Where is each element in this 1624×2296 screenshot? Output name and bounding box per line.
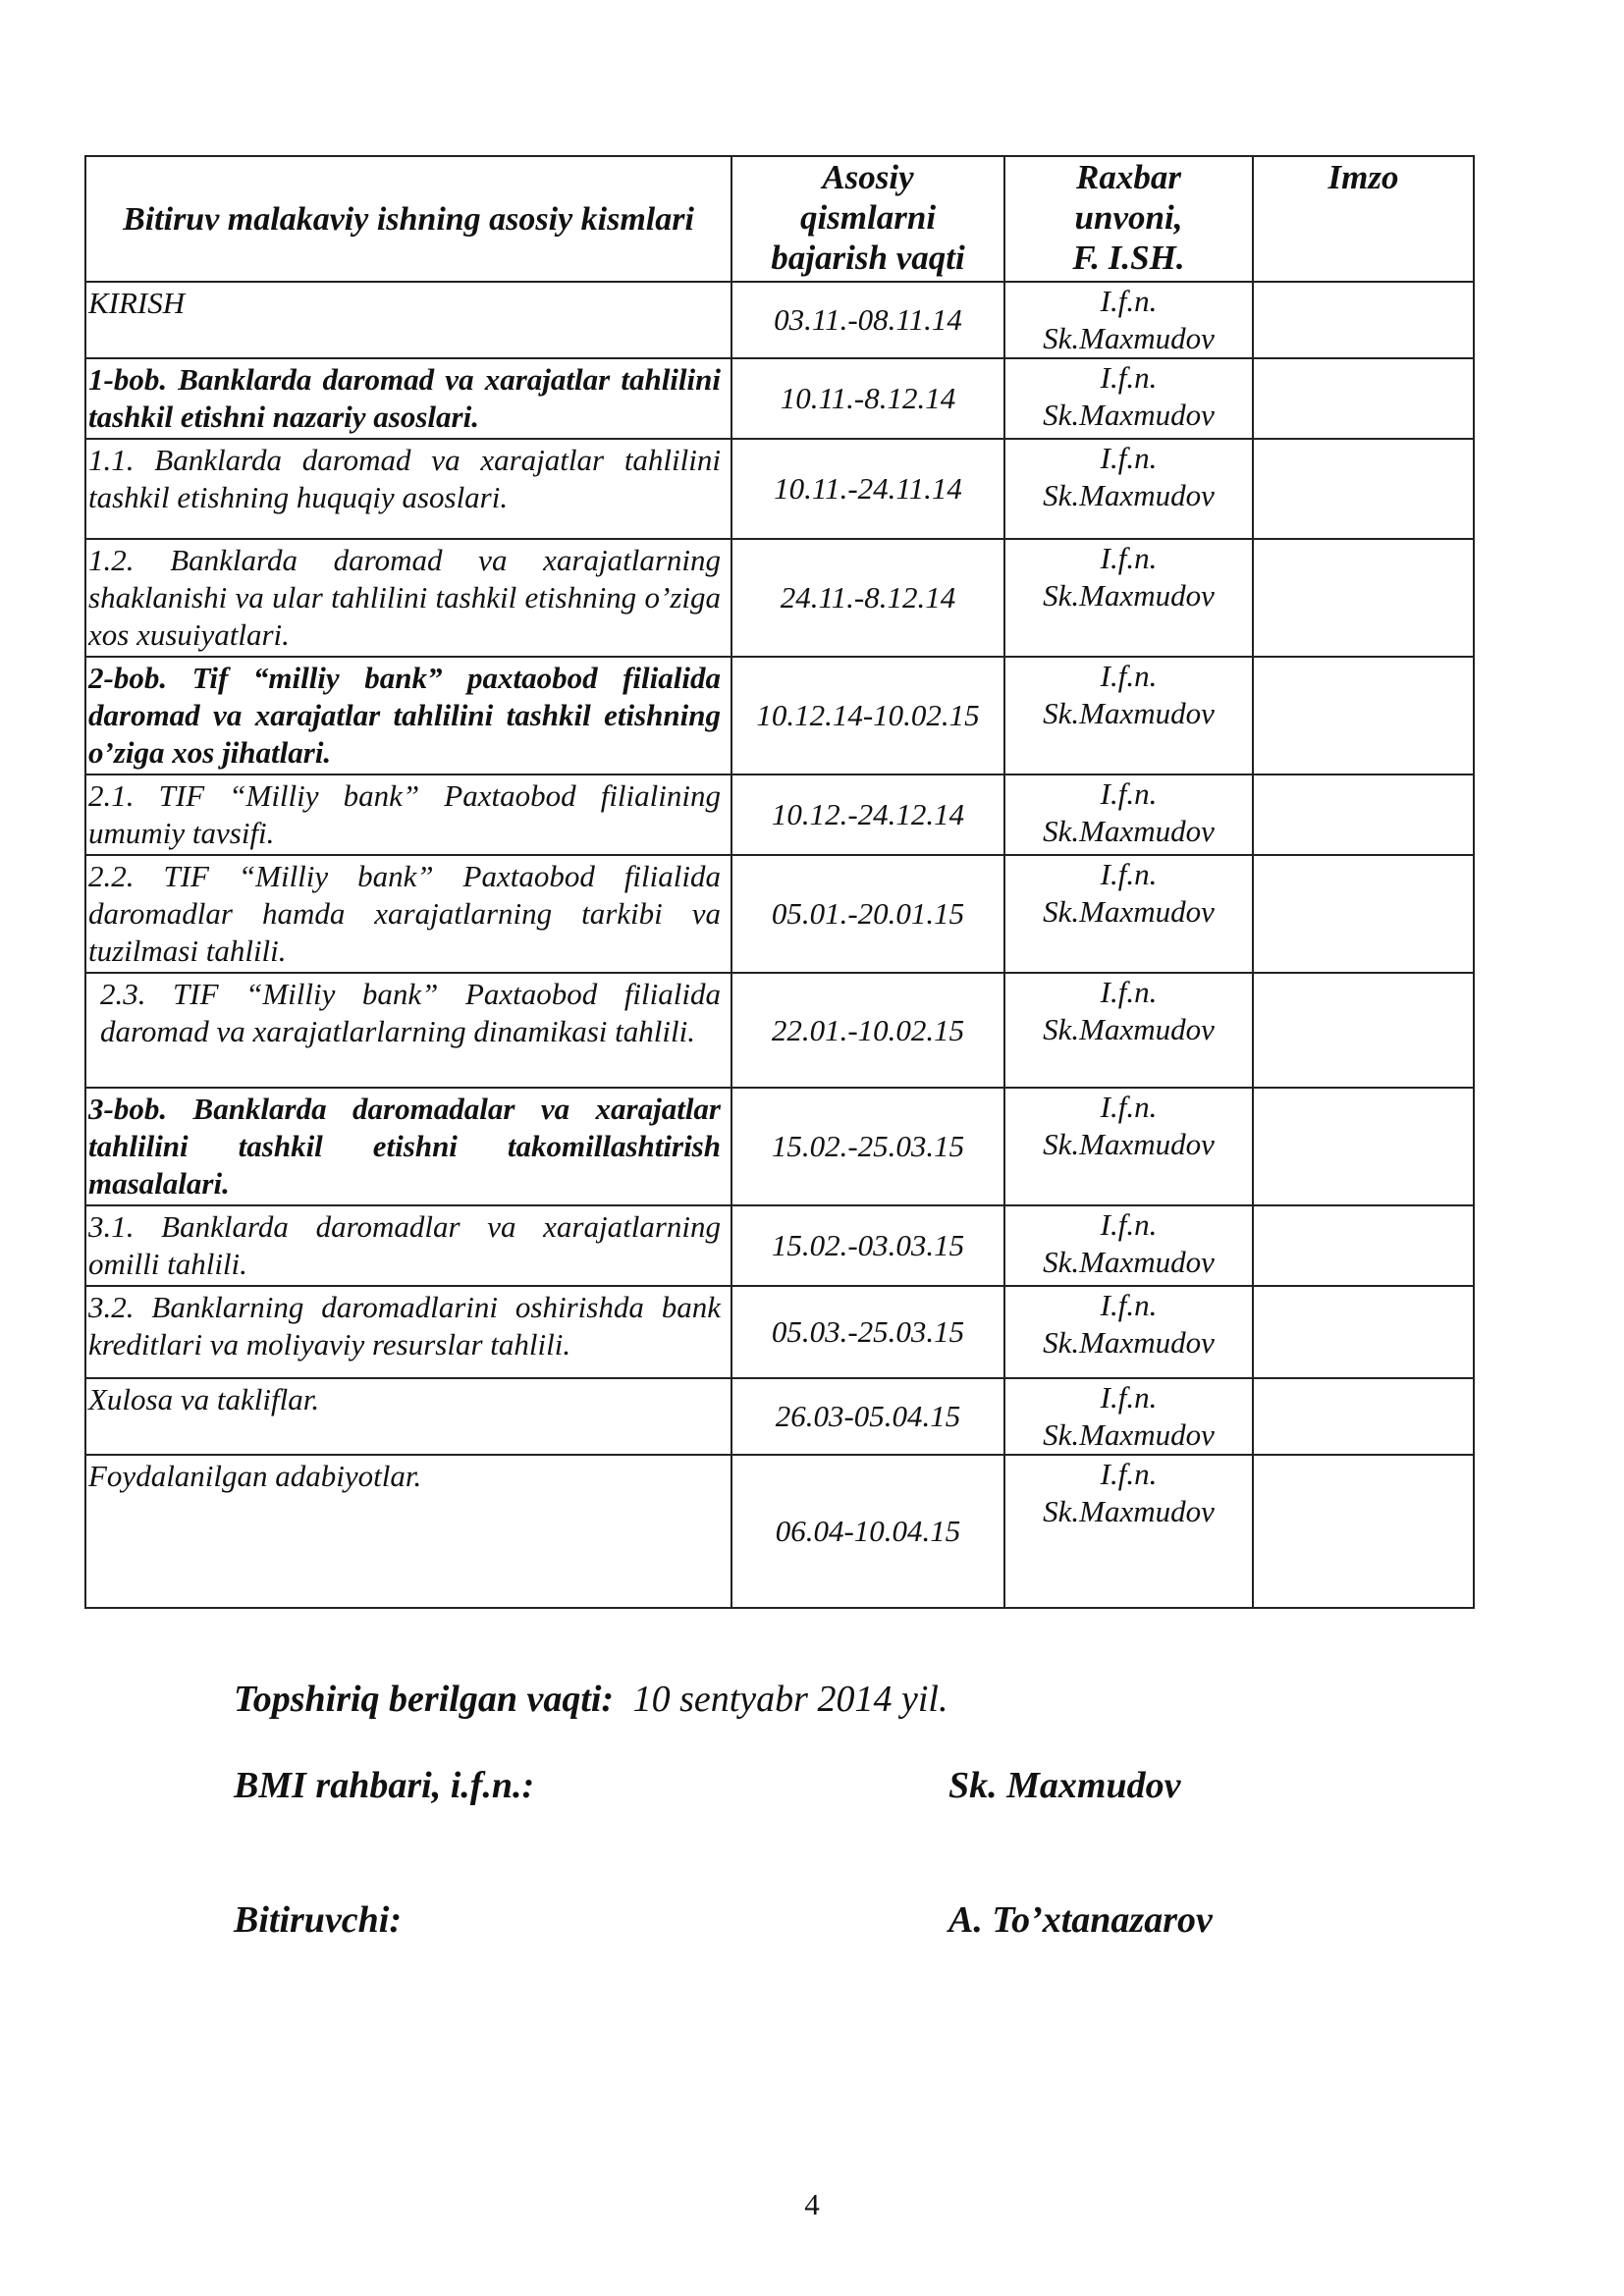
header-line: qismlarni xyxy=(799,198,937,237)
thesis-plan-table xyxy=(84,155,1475,1609)
row-signature xyxy=(1253,1378,1474,1455)
supervisor-title: I.f.n. xyxy=(1100,441,1158,475)
table-header-row xyxy=(85,156,1474,282)
row-signature xyxy=(1253,539,1474,657)
header-thesis-parts: Bitiruv malakaviy ishning asosiy kismlari xyxy=(85,156,731,282)
header-line: unvoni, xyxy=(1074,198,1183,237)
supervisor-title: I.f.n. xyxy=(1100,1380,1158,1415)
header-line: F. I.SH. xyxy=(1072,239,1185,277)
supervisor-title: I.f.n. xyxy=(1100,975,1158,1009)
supervisor-name: Sk.Maxmudov xyxy=(1043,478,1215,512)
row-signature xyxy=(1253,358,1474,439)
row-part: 2.1. TIF “Milliy bank” Paxtaobod filialining umumiy tavsifi. xyxy=(85,774,731,855)
row-signature xyxy=(1253,439,1474,539)
row-time: 15.02.-03.03.15 xyxy=(731,1205,1004,1286)
supervisor-title: I.f.n. xyxy=(1100,857,1158,891)
page-number: 4 xyxy=(804,2187,820,2221)
supervisor-name: Sk.Maxmudov xyxy=(1043,814,1215,848)
supervisor-title: I.f.n. xyxy=(1100,1457,1158,1491)
row-signature xyxy=(1253,855,1474,973)
row-part: 2.2. TIF “Milliy bank” Paxtaobod filialida daromadlar hamda xarajatlarning tarkibi va tuzilmasi tahlili. xyxy=(85,855,731,973)
supervisor-title: I.f.n. xyxy=(1100,659,1158,693)
supervisor-name: Sk.Maxmudov xyxy=(1043,1494,1215,1528)
table-row xyxy=(85,439,1474,539)
row-time: 10.11.-24.11.14 xyxy=(731,439,1004,539)
header-line: bajarish vaqti xyxy=(771,239,965,277)
assignment-date-label: Topshiriq berilgan vaqti: xyxy=(234,1679,615,1720)
supervisor-name: Sk.Maxmudov xyxy=(1043,1325,1215,1360)
table-row xyxy=(85,855,1474,973)
supervisor-title: I.f.n. xyxy=(1100,541,1158,575)
row-signature xyxy=(1253,1286,1474,1378)
row-signature xyxy=(1253,1455,1474,1608)
row-signature xyxy=(1253,973,1474,1088)
row-time: 05.01.-20.01.15 xyxy=(731,855,1004,973)
table-row xyxy=(85,1378,1474,1455)
supervisor-title: I.f.n. xyxy=(1100,776,1158,811)
supervisor-name: Sk.Maxmudov xyxy=(1043,1012,1215,1046)
table-row xyxy=(85,1205,1474,1286)
table-row xyxy=(85,539,1474,657)
row-supervisor xyxy=(1004,1205,1253,1286)
row-supervisor xyxy=(1004,439,1253,539)
row-supervisor xyxy=(1004,973,1253,1088)
supervisor-name: Sk.Maxmudov xyxy=(1043,894,1215,929)
row-time: 26.03-05.04.15 xyxy=(731,1378,1004,1455)
header-completion-time xyxy=(731,156,1004,282)
graduate-name: A. To’xtanazarov xyxy=(948,1899,1213,1941)
row-time: 15.02.-25.03.15 xyxy=(731,1088,1004,1205)
row-time: 24.11.-8.12.14 xyxy=(731,539,1004,657)
table-row xyxy=(85,1455,1474,1608)
supervisor-title: I.f.n. xyxy=(1100,1288,1158,1322)
row-time: 10.12.14-10.02.15 xyxy=(731,657,1004,774)
assignment-date-value: 10 sentyabr 2014 yil. xyxy=(632,1679,948,1720)
row-part: Xulosa va takliflar. xyxy=(85,1378,731,1455)
supervisor-title: I.f.n. xyxy=(1100,360,1158,395)
row-part: 3.1. Banklarda daromadlar va xarajatlarning omilli tahlili. xyxy=(85,1205,731,1286)
row-signature xyxy=(1253,657,1474,774)
row-signature xyxy=(1253,1088,1474,1205)
row-part: 1.1. Banklarda daromad va xarajatlar tahlilini tashkil etishning huquqiy asoslari. xyxy=(85,439,731,539)
row-part: 2-bob. Tif “milliy bank” paxtaobod filialida daromad va xarajatlar tahlilini tashkil etishning o’ziga xos jihatlari. xyxy=(85,657,731,774)
header-line: Asosiy xyxy=(822,158,914,196)
supervisor-title: I.f.n. xyxy=(1100,1207,1158,1242)
row-part: 3.2. Banklarning daromadlarini oshirishda bank kreditlari va moliyaviy resurslar tahlili. xyxy=(85,1286,731,1378)
row-signature xyxy=(1253,1205,1474,1286)
row-time: 03.11.-08.11.14 xyxy=(731,282,1004,358)
row-time: 22.01.-10.02.15 xyxy=(731,973,1004,1088)
row-supervisor xyxy=(1004,539,1253,657)
row-signature xyxy=(1253,774,1474,855)
supervisor-name: Sk.Maxmudov xyxy=(1043,578,1215,613)
table-row xyxy=(85,1286,1474,1378)
supervisor-name: Sk.Maxmudov xyxy=(1043,1417,1215,1452)
table-row xyxy=(85,774,1474,855)
table-row xyxy=(85,282,1474,358)
row-part: 1-bob. Banklarda daromad va xarajatlar tahlilini tashkil etishni nazariy asoslari. xyxy=(85,358,731,439)
table-row xyxy=(85,1088,1474,1205)
header-supervisor xyxy=(1004,156,1253,282)
row-time: 06.04-10.04.15 xyxy=(731,1455,1004,1608)
row-supervisor xyxy=(1004,1088,1253,1205)
row-signature xyxy=(1253,282,1474,358)
assignment-date-line xyxy=(234,1678,947,1721)
row-supervisor xyxy=(1004,1455,1253,1608)
row-supervisor xyxy=(1004,774,1253,855)
row-supervisor xyxy=(1004,855,1253,973)
row-supervisor xyxy=(1004,358,1253,439)
supervisor-title: I.f.n. xyxy=(1100,1090,1158,1124)
header-line: Raxbar xyxy=(1076,158,1181,196)
supervisor-title: I.f.n. xyxy=(1100,284,1158,318)
supervisor-name: Sk.Maxmudov xyxy=(1043,696,1215,730)
header-signature: Imzo xyxy=(1253,156,1474,282)
row-supervisor xyxy=(1004,1378,1253,1455)
row-part: Foydalanilgan adabiyotlar. xyxy=(85,1455,731,1608)
row-part: 2.3. TIF “Milliy bank” Paxtaobod filialida daromad va xarajatlarlarning dinamikasi tahlili. xyxy=(85,973,731,1088)
row-time: 05.03.-25.03.15 xyxy=(731,1286,1004,1378)
supervisor-name: Sk.Maxmudov xyxy=(1043,1245,1215,1279)
graduate-label: Bitiruvchi: xyxy=(234,1899,403,1941)
row-time: 10.11.-8.12.14 xyxy=(731,358,1004,439)
supervisor-label: BMI rahbari, i.f.n.: xyxy=(234,1765,535,1806)
supervisor-name: Sk. Maxmudov xyxy=(948,1765,1181,1806)
row-supervisor xyxy=(1004,1286,1253,1378)
table-row xyxy=(85,358,1474,439)
row-part: KIRISH xyxy=(85,282,731,358)
row-part: 1.2. Banklarda daromad va xarajatlarning shaklanishi va ular tahlilini tashkil etishning o’ziga xos xusuiyatlari. xyxy=(85,539,731,657)
row-supervisor xyxy=(1004,282,1253,358)
row-supervisor xyxy=(1004,657,1253,774)
table-row xyxy=(85,973,1474,1088)
supervisor-name: Sk.Maxmudov xyxy=(1043,398,1215,432)
table-row xyxy=(85,657,1474,774)
row-time: 10.12.-24.12.14 xyxy=(731,774,1004,855)
row-part: 3-bob. Banklarda daromadalar va xarajatlar tahlilini tashkil etishni takomillashtirish masalalari. xyxy=(85,1088,731,1205)
supervisor-name: Sk.Maxmudov xyxy=(1043,1127,1215,1161)
supervisor-name: Sk.Maxmudov xyxy=(1043,321,1215,355)
